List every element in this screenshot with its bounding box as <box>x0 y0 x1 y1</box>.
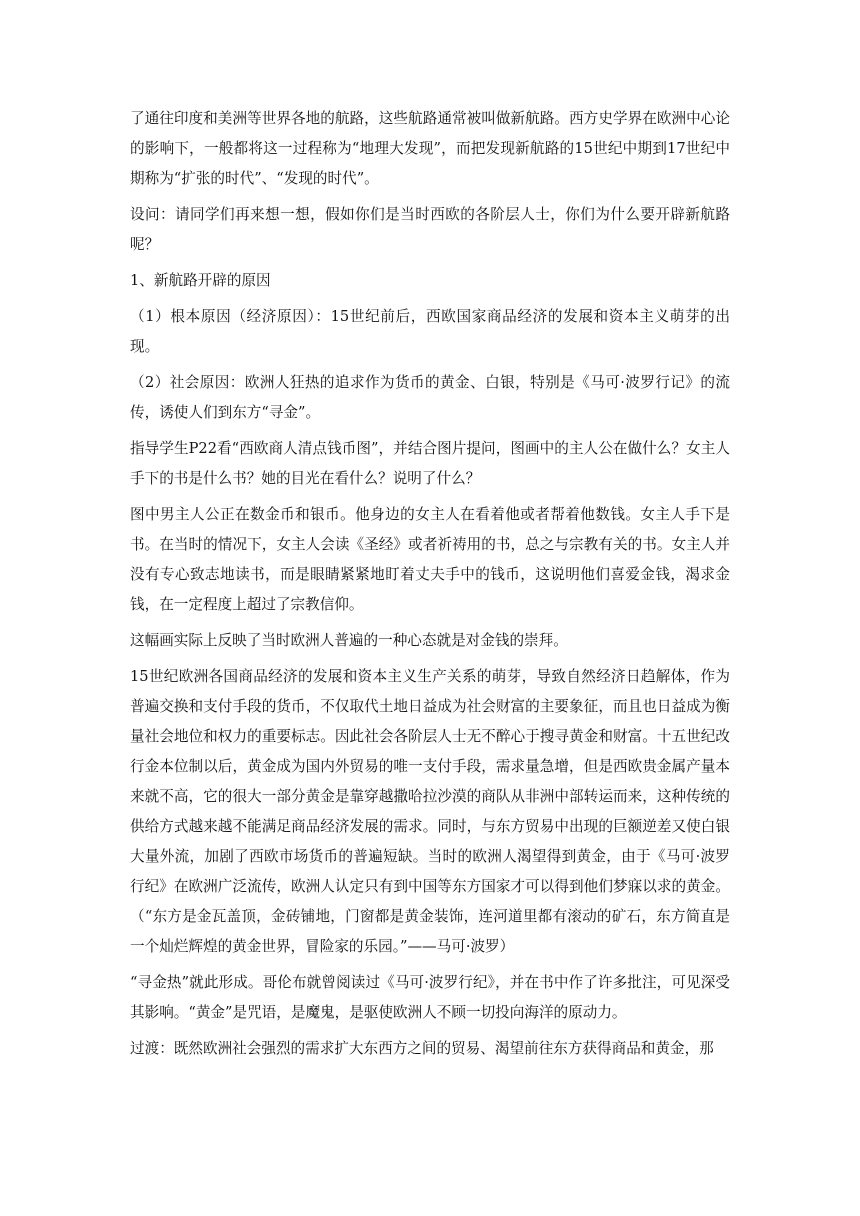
paragraph-new-routes-intro: 了通往印度和美洲等世界各地的航路，这些航路通常被叫做新航路。西方史学界在欧洲中心论的影响下，一般都将这一过程称为“地理大发现”，而把发现新航路的15世纪中期到17世纪中期称为“扩张的时代”、“发现的时代”。 <box>130 110 730 187</box>
paragraph-cause-social: （2）社会原因：欧洲人狂热的追求作为货币的黄金、白银，特别是《马可·波罗行记》的流传，诱使人们到东方“寻金”。 <box>130 374 730 421</box>
section-heading-causes: 1、新航路开辟的原因 <box>130 272 271 289</box>
paragraph-cause-economic: （1）根本原因（经济原因）：15世纪前后，西欧国家商品经济的发展和资本主义萌芽的出现。 <box>130 308 730 355</box>
paragraph-15th-century-economy: 15世纪欧洲各国商品经济的发展和资本主义生产关系的萌芽，导致自然经济日趋解体，作为普遍交换和支付手段的货币，不仅取代土地日益成为社会财富的主要象征，而且也日益成为衡量社会地位和权力的重要标志。因此社会各阶层人士无不醉心于搜寻黄金和财富。十五世纪改行金本位制以后，黄金成为国内外贸易的唯一支付手段，需求量急增，但是西欧贵金属产量本来就不高，它的很大一部分黄金是靠穿越撒哈拉沙漠的商队从非洲中部转运而来，这种传统的供给方式越来越不能满足商品经济发展的需求。同时，与东方贸易中出现的巨额逆差又使白银大量外流，加剧了西欧市场货币的普遍短缺。当时的欧洲人渴望得到黄金，由于《马可·波罗行纪》在欧洲广泛流传，欧洲人认定只有到中国等东方国家才可以得到他们梦寐以求的黄金。（“东方是金瓦盖顶，金砖铺地，门窗都是黄金装饰，连河道里都有滚动的矿石，东方简直是一个灿烂辉煌的黄金世界，冒险家的乐园。”——马可·波罗） <box>130 668 730 955</box>
document-page <box>130 104 730 1070</box>
paragraph-guide-students: 指导学生P22看“西欧商人清点钱币图”，并结合图片提问，图画中的主人公在做什么？女主人手下的书是什么书？她的目光在看什么？说明了什么？ <box>130 440 730 487</box>
paragraph-painting-summary: 这幅画实际上反映了当时欧洲人普遍的一种心态就是对金钱的崇拜。 <box>130 632 568 649</box>
paragraph-painting-analysis: 图中男主人公正在数金币和银币。他身边的女主人在看着他或者帮着他数钱。女主人手下是书。在当时的情况下，女主人会读《圣经》或者祈祷用的书，总之与宗教有关的书。女主人并没有专心致志地读书，而是眼睛紧紧地盯着丈夫手中的钱币，这说明他们喜爱金钱，渴求金钱，在一定程度上超过了宗教信仰。 <box>130 506 730 613</box>
paragraph-question: 设问：请同学们再来想一想，假如你们是当时西欧的各阶层人士，你们为什么要开辟新航路呢？ <box>130 206 730 253</box>
paragraph-transition: 过渡：既然欧洲社会强烈的需求扩大东西方之间的贸易、渴望前往东方获得商品和黄金，那 <box>130 1040 714 1057</box>
paragraph-gold-rush: “寻金热”就此形成。哥伦布就曾阅读过《马可·波罗行纪》，并在书中作了许多批注，可见深受其影响。“黄金”是咒语，是魔鬼，是驱使欧洲人不顾一切投向海洋的原动力。 <box>130 974 730 1021</box>
